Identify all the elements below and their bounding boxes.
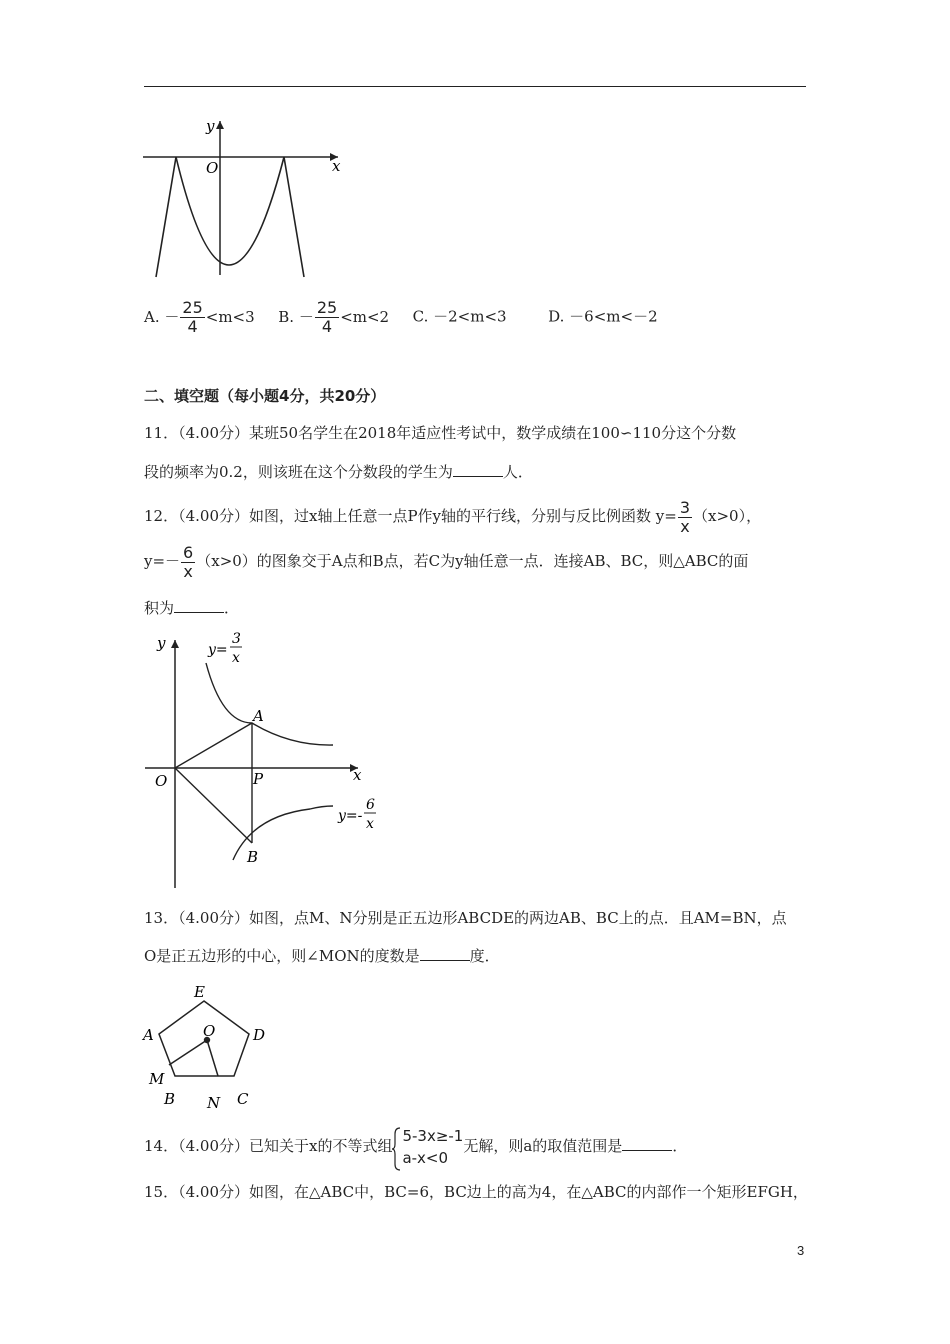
vertex-b-label: B: [164, 1090, 176, 1108]
segment-ob: [175, 768, 252, 843]
fraction-25-4-b: $\frac{25}{4}$: [316, 298, 338, 336]
y-axis-arrow-icon: [171, 640, 179, 648]
answer-blank-12[interactable]: [174, 598, 224, 613]
q12-line1: 12．（4.00分）如图，过x轴上任意一点P作y轴的平行线，分别与反比例函数 y= $\frac{3}{x}$ （x>0），: [144, 497, 762, 536]
segment-oa: [175, 723, 252, 768]
segment-om: [169, 1040, 207, 1065]
point-a-label: A: [253, 707, 264, 725]
q15-line1: 15．（4.00分）如图，在△ABC中，BC=6，BC边上的高为4，在△ABC的内部作一个矩形EFGH，: [144, 1183, 808, 1201]
y-label: y: [206, 117, 215, 135]
point-b-label: B: [247, 848, 259, 866]
hyperbola-figure: [140, 618, 400, 893]
x-label: x: [353, 766, 362, 784]
x-label: x: [332, 157, 341, 175]
center-o-label: O: [203, 1022, 216, 1040]
svg-text:6: 6: [366, 797, 375, 813]
parabola-curve: [156, 157, 304, 277]
option-c: C. －2<m<3: [412, 307, 507, 326]
segment-on: [207, 1040, 218, 1076]
section-title: 二、填空题（每小题4分，共20分）: [144, 387, 386, 405]
answer-blank-11[interactable]: [453, 462, 503, 477]
origin-label: O: [155, 772, 168, 790]
vertex-e-label: E: [194, 983, 205, 1001]
parabola-figure: [140, 115, 350, 285]
inequality-1: 5-3x≥-1: [402, 1127, 464, 1145]
label-y-3-over-x: [207, 631, 242, 666]
option-a: A. － $\frac{25}{4}$ <m<3: [144, 298, 255, 336]
vertex-a-label: A: [143, 1026, 154, 1044]
q10-options: [144, 299, 658, 336]
pentagon-figure: [140, 982, 280, 1112]
header-rule: [144, 86, 806, 87]
answer-blank-14[interactable]: [622, 1136, 672, 1151]
y-axis-arrow-icon: [216, 121, 224, 129]
option-d: D. －6<m<－2: [548, 307, 658, 326]
q11-line1: 11．（4.00分）某班50名学生在2018年适应性考试中，数学成绩在100∽110分这个分数: [144, 424, 737, 442]
svg-text:x: x: [232, 650, 240, 666]
svg-text:y=: y=: [208, 642, 228, 658]
vertex-d-label: D: [253, 1026, 266, 1044]
inequality-system: [392, 1125, 463, 1169]
point-p-label: P: [253, 770, 264, 788]
y-label: y: [157, 634, 166, 652]
svg-text:x: x: [366, 816, 374, 832]
origin-label: O: [206, 159, 219, 177]
point-m-label: M: [149, 1070, 165, 1088]
q14-line: 14．（4.00分）已知关于x的不等式组 5-3x≥-1 a-x<0 无解，则a的取值范围是 ．: [144, 1122, 687, 1170]
point-n-label: N: [207, 1094, 221, 1112]
curve-y-3-over-x: [206, 663, 333, 745]
fraction-6-x: $\frac{6}{x}$: [183, 542, 194, 581]
q12-line3: 积为 ．: [144, 599, 240, 617]
q13-line2: O是正五边形的中心，则∠MON的度数是 度．: [144, 947, 500, 965]
vertex-c-label: C: [237, 1090, 249, 1108]
fraction-25-4: $\frac{25}{4}$: [182, 298, 203, 336]
inequality-2: a-x<0: [402, 1149, 449, 1167]
svg-text:y=-: y=-: [338, 808, 363, 824]
svg-text:3: 3: [232, 631, 241, 647]
q12-line2: y=－ $\frac{6}{x}$ （x>0）的图象交于A点和B点，若C为y轴任意一点．连接AB、BC，则△ABC的面: [144, 542, 749, 581]
answer-blank-13[interactable]: [420, 946, 470, 961]
q11-line2: 段的频率为0.2，则该班在这个分数段的学生为 人．: [144, 463, 533, 481]
option-b: B. － $\frac{25}{4}$ <m<2: [278, 298, 390, 336]
page-number: 3: [797, 1243, 805, 1258]
fraction-3-x: $\frac{3}{x}$: [679, 497, 691, 536]
q13-line1: 13．（4.00分）如图，点M、N分别是正五边形ABCDE的两边AB、BC上的点．且AM=BN，点: [144, 909, 787, 927]
left-brace-icon: [392, 1127, 401, 1171]
label-y-neg-6-over-x: [337, 797, 376, 832]
